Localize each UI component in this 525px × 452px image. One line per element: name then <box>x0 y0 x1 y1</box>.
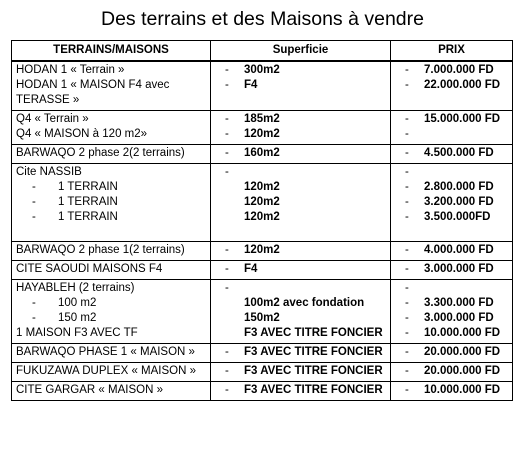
superficie-cell: - 185m2 - 120m2 <box>211 111 391 145</box>
property-name: Q4 « Terrain » <box>16 113 89 125</box>
prix-value: 3.300.000 FD <box>424 297 494 309</box>
property-name: HODAN 1 « Terrain » <box>16 64 125 76</box>
prix-cell: - 4.000.000 FD <box>391 242 513 261</box>
page-title: Des terrains et des Maisons à vendre <box>101 8 424 30</box>
prix-value: 2.800.000 FD <box>424 181 494 193</box>
superficie-value: 160m2 <box>244 147 280 159</box>
superficie-cell: - 300m2 - F4 <box>211 61 391 111</box>
property-cell <box>12 145 211 164</box>
prix-cell: - 10.000.000 FD <box>391 382 513 401</box>
superficie-cell: - F3 AVEC TITRE FONCIER <box>211 382 391 401</box>
table-row <box>12 242 513 261</box>
prix-value: 3.500.000FD <box>424 211 491 223</box>
superficie-value: F4 <box>244 263 258 275</box>
property-name: 1 MAISON F3 AVEC TF <box>16 327 138 339</box>
prix-value: 10.000.000 FD <box>424 327 501 339</box>
superficie-value: 120m2 <box>244 244 280 256</box>
property-subitem: 150 m2 <box>58 312 97 324</box>
superficie-value: F3 AVEC TITRE FONCIER <box>244 365 383 377</box>
prix-cell: - - 2.800.000 FD - 3.200.000 FD - 3.500.000FD <box>391 164 513 242</box>
prix-cell: - 20.000.000 FD <box>391 344 513 363</box>
table-row <box>12 261 513 280</box>
prix-value: 22.000.000 FD <box>424 79 501 91</box>
property-cell: Cite NASSIB - 1 TERRAIN - 1 TERRAIN - 1 TERRAIN <box>12 164 211 242</box>
property-cell <box>12 363 211 382</box>
superficie-value: 300m2 <box>244 64 280 76</box>
property-subitem: 100 m2 <box>58 297 97 309</box>
superficie-value: F3 AVEC TITRE FONCIER <box>244 346 383 358</box>
property-subitem: 1 TERRAIN <box>58 211 118 223</box>
prix-cell: - 20.000.000 FD <box>391 363 513 382</box>
property-subitem: 1 TERRAIN <box>58 181 118 193</box>
property-listing-table <box>11 40 513 401</box>
superficie-cell: - 120m2 120m2 120m2 <box>211 164 391 242</box>
superficie-value: F3 AVEC TITRE FONCIER <box>244 327 383 339</box>
superficie-cell: - 160m2 <box>211 145 391 164</box>
superficie-value: 185m2 <box>244 113 280 125</box>
prix-value: 20.000.000 FD <box>424 346 501 358</box>
property-cell <box>12 344 211 363</box>
property-name: CITE GARGAR « MAISON » <box>16 384 163 396</box>
table-row <box>12 111 513 145</box>
prix-cell: - 7.000.000 FD - 22.000.000 FD <box>391 61 513 111</box>
table-row <box>12 145 513 164</box>
superficie-value: 150m2 <box>244 312 280 324</box>
property-cell <box>12 61 211 111</box>
prix-cell: - - 3.300.000 FD - 3.000.000 FD - 10.000.000 FD <box>391 280 513 344</box>
table-row <box>12 344 513 363</box>
property-name: BARWAQO PHASE 1 « MAISON » <box>16 346 195 358</box>
property-name: FUKUZAWA DUPLEX « MAISON » <box>16 365 196 377</box>
column-header-prix: PRIX <box>391 41 513 62</box>
superficie-value: 120m2 <box>244 128 280 140</box>
property-name: Cite NASSIB <box>16 166 82 178</box>
superficie-cell: - F3 AVEC TITRE FONCIER <box>211 344 391 363</box>
property-name: Q4 « MAISON à 120 m2» <box>16 128 148 140</box>
superficie-value: F3 AVEC TITRE FONCIER <box>244 384 383 396</box>
prix-value: 15.000.000 FD <box>424 113 501 125</box>
superficie-cell: - 120m2 <box>211 242 391 261</box>
prix-cell: - 4.500.000 FD <box>391 145 513 164</box>
property-cell <box>12 242 211 261</box>
property-cell: HAYABLEH (2 terrains) - 100 m2 - 150 m2 1 MAISON F3 AVEC TF <box>12 280 211 344</box>
property-cell <box>12 261 211 280</box>
superficie-value: F4 <box>244 79 258 91</box>
prix-value: 4.000.000 FD <box>424 244 494 256</box>
superficie-cell: - 100m2 avec fondation 150m2 F3 AVEC TITRE FONCIER <box>211 280 391 344</box>
prix-cell: - 3.000.000 FD <box>391 261 513 280</box>
table-row <box>12 382 513 401</box>
table-row <box>12 363 513 382</box>
superficie-value: 100m2 avec fondation <box>244 297 365 309</box>
superficie-cell: - F3 AVEC TITRE FONCIER <box>211 363 391 382</box>
property-name: CITE SAOUDI MAISONS F4 <box>16 263 163 275</box>
property-name: BARWAQO 2 phase 1(2 terrains) <box>16 244 185 256</box>
property-subitem: 1 TERRAIN <box>58 196 118 208</box>
table-row <box>12 61 513 111</box>
prix-value: 4.500.000 FD <box>424 147 494 159</box>
superficie-value: 120m2 <box>244 181 280 193</box>
prix-value: 7.000.000 FD <box>424 64 494 76</box>
prix-value: 20.000.000 FD <box>424 365 501 377</box>
column-header-superficie: Superficie <box>211 41 391 62</box>
table-row <box>12 280 513 344</box>
table-row <box>12 164 513 242</box>
prix-value: 3.000.000 FD <box>424 263 494 275</box>
prix-cell: - 15.000.000 FD - <box>391 111 513 145</box>
property-name: HODAN 1 « MAISON F4 avec TERASSE » <box>16 79 170 106</box>
superficie-value: 120m2 <box>244 211 280 223</box>
property-name: HAYABLEH (2 terrains) <box>16 282 135 294</box>
property-name: BARWAQO 2 phase 2(2 terrains) <box>16 147 185 159</box>
property-cell <box>12 111 211 145</box>
prix-value: 3.200.000 FD <box>424 196 494 208</box>
table-header-row <box>12 41 513 62</box>
prix-value: 3.000.000 FD <box>424 312 494 324</box>
property-cell <box>12 382 211 401</box>
superficie-value: 120m2 <box>244 196 280 208</box>
prix-value: 10.000.000 FD <box>424 384 501 396</box>
superficie-cell: - F4 <box>211 261 391 280</box>
column-header-terrains-maisons: TERRAINS/MAISONS <box>12 41 211 62</box>
